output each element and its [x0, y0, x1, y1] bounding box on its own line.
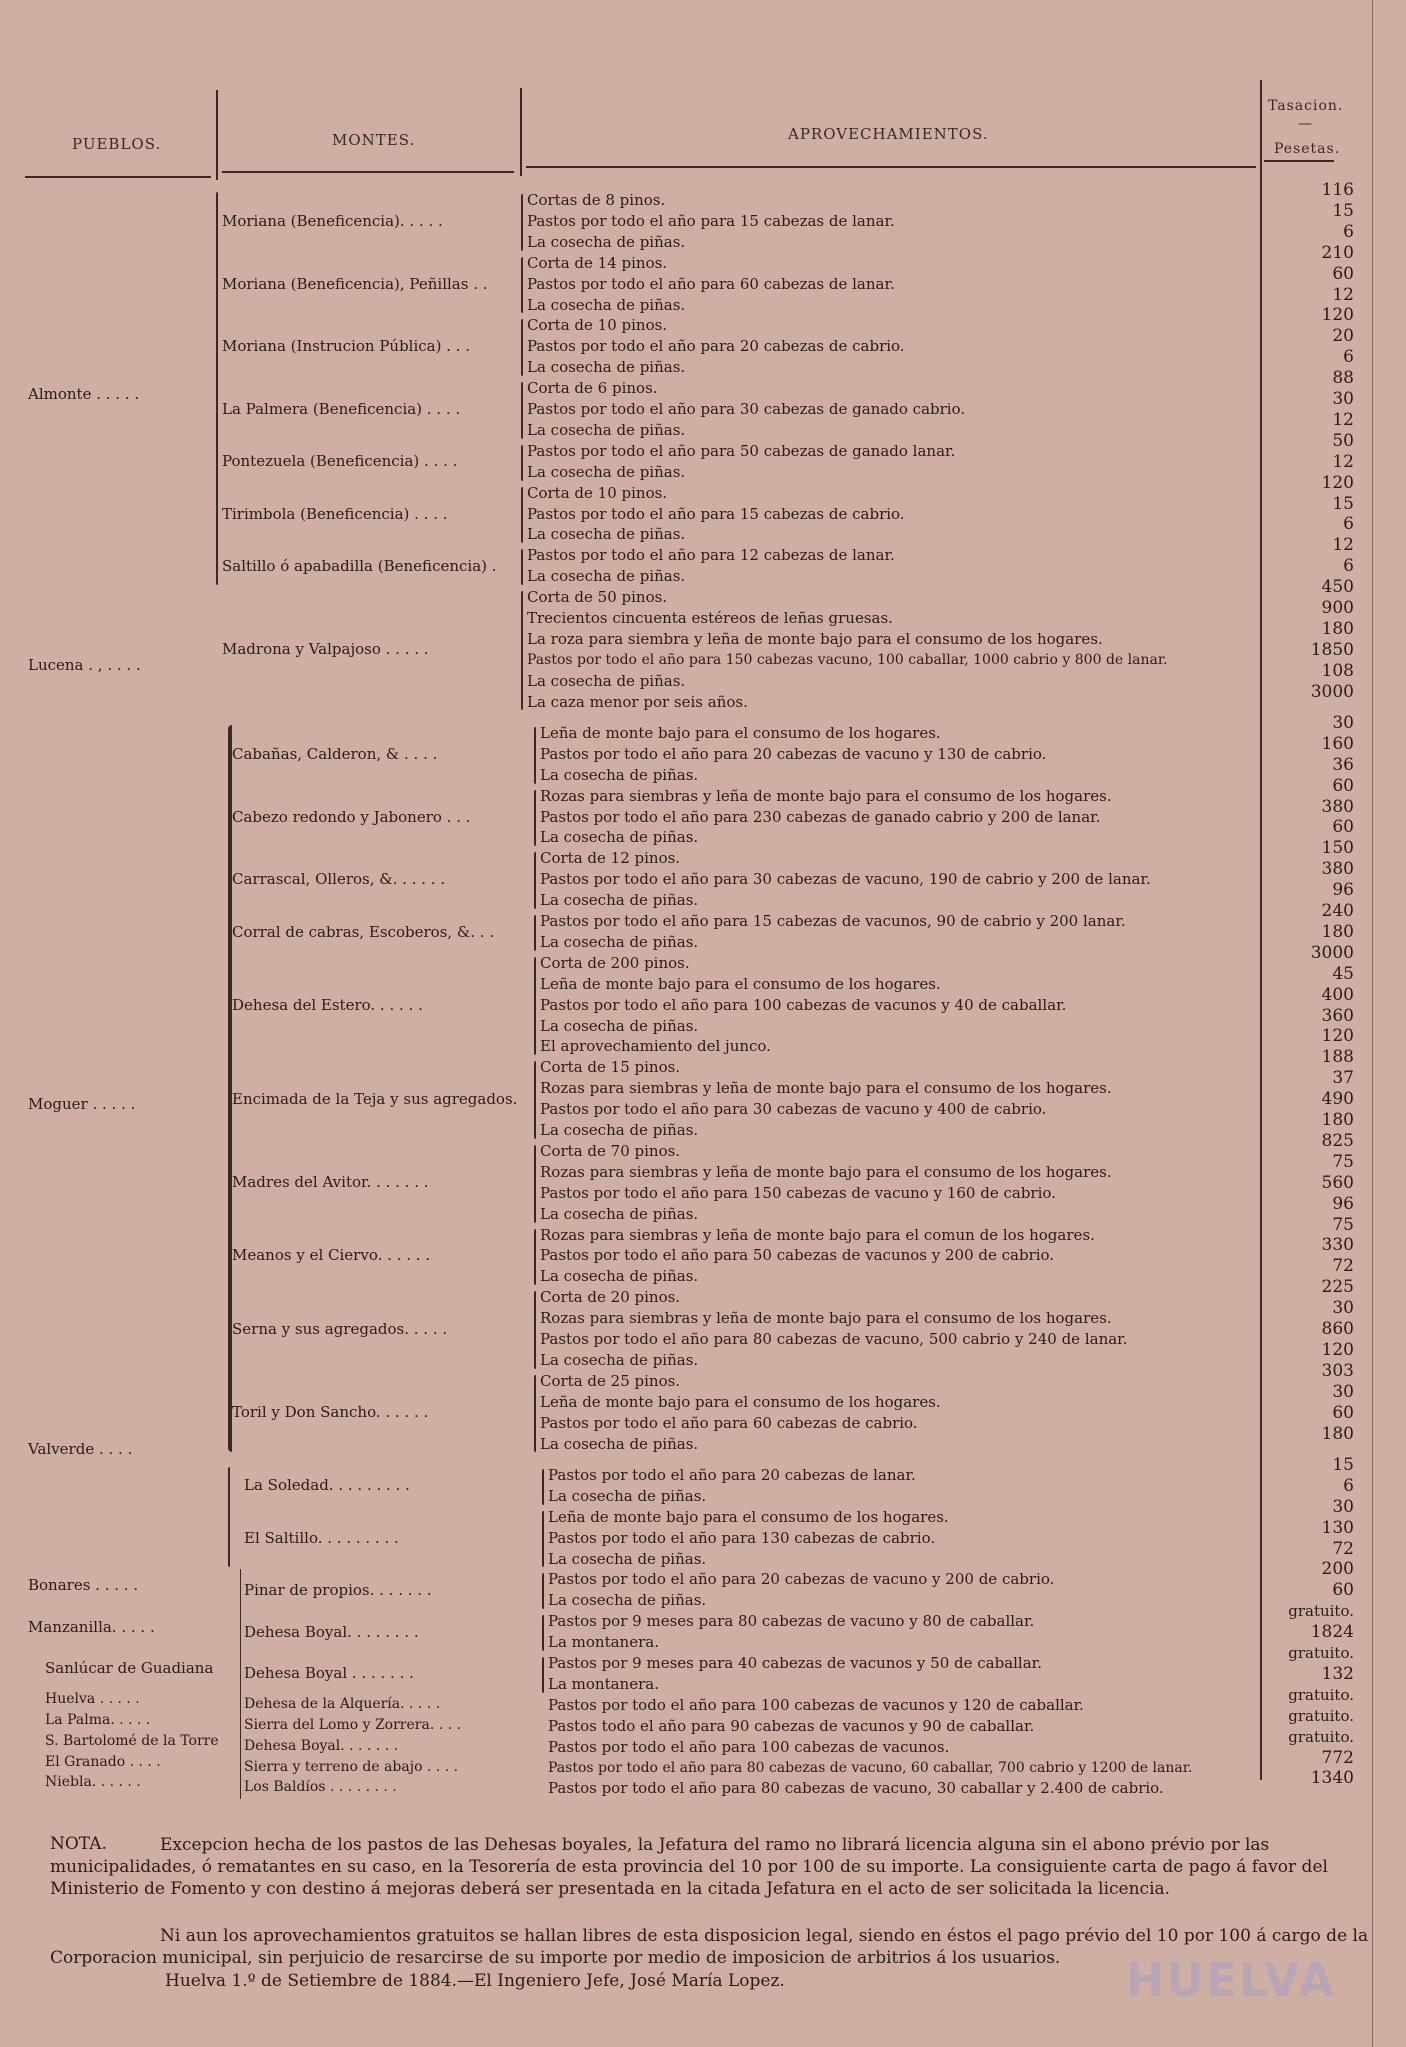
tasacion-value: 120 [1321, 472, 1354, 493]
tasacion-value: 6 [1343, 347, 1354, 368]
tasacion-value: 120 [1321, 305, 1354, 326]
aprovechamiento-line: Pastos por todo el año para 60 cabezas de lanar. [527, 274, 895, 293]
tasacion-value: 30 [1332, 1496, 1354, 1517]
lines-brace [542, 1469, 544, 1505]
aprovechamiento-line: Rozas para siembras y leña de monte bajo para el consumo de los hogares. [540, 786, 1112, 805]
tasacion-value: 30 [1332, 1381, 1354, 1402]
aprovechamiento-line: Corta de 200 pinos. [540, 953, 690, 972]
monte-name: Pontezuela (Beneficencia) . . . . [222, 452, 458, 471]
tasacion-value: 60 [1332, 775, 1354, 796]
pueblo-name: Manzanilla. . . . . [28, 1617, 155, 1636]
column-divider [1260, 80, 1262, 1780]
aprovechamiento-line: Pastos por todo el año para 100 cabezas de vacunos. [548, 1737, 950, 1756]
tasacion-value: 6 [1343, 1475, 1354, 1496]
tasacion-value: 20 [1332, 326, 1354, 347]
aprovechamiento-line: Pastos por todo el año para 30 cabezas de vacuno, 190 de cabrio y 200 de lanar. [540, 870, 1151, 889]
aprovechamiento-line: Leña de monte bajo para el consumo de los hogares. [540, 974, 941, 993]
monte-name: Carrascal, Olleros, &. . . . . . [232, 870, 446, 889]
aprovechamiento-line: Pastos por todo el año para 30 cabezas de vacuno y 400 de cabrio. [540, 1100, 1047, 1119]
pueblo-name: Huelva . . . . . [45, 1690, 140, 1707]
header-rule-montes [222, 171, 514, 173]
aprovechamiento-line: Trecientos cincuenta estéreos de leñas gruesas. [527, 609, 893, 627]
aprovechamiento-line: Cortas de 8 pinos. [527, 191, 666, 209]
tasacion-value: 30 [1332, 712, 1354, 733]
aprovechamiento-line: La montanera. [548, 1674, 659, 1693]
pueblo-brace [228, 1467, 230, 1568]
header-pueblos: PUEBLOS. [72, 135, 162, 153]
lines-brace [521, 194, 523, 251]
monte-name: Dehesa Boyal. . . . . . . . [244, 1622, 419, 1641]
tasacion-value: 72 [1332, 1256, 1354, 1277]
tasacion-value: gratuito. [1288, 1602, 1354, 1621]
monte-name: Madrona y Valpajoso . . . . . [222, 640, 429, 659]
aprovechamiento-line: Pastos por todo el año para 100 cabezas de vacunos y 40 de caballar. [540, 995, 1067, 1014]
aprovechamiento-line: La cosecha de piñas. [540, 1204, 699, 1223]
aprovechamiento-line: Pastos por todo el año para 50 cabezas de ganado lanar. [527, 441, 956, 460]
tasacion-value: 37 [1332, 1068, 1354, 1089]
monte-name: Cabañas, Calderon, & . . . . [232, 744, 438, 763]
monte-name: Cabezo redondo y Jabonero . . . [232, 807, 471, 826]
tasacion-value: 450 [1321, 577, 1354, 598]
tasacion-value: 400 [1321, 984, 1354, 1005]
tasacion-value: 772 [1321, 1747, 1354, 1768]
tasacion-value: 210 [1321, 242, 1354, 263]
header-rule-tasacion [1264, 160, 1334, 162]
aprovechamiento-line: Rozas para siembras y leña de monte bajo para el consumo de los hogares. [540, 1079, 1112, 1098]
lines-brace [534, 915, 536, 951]
aprovechamiento-line: Pastos por todo el año para 130 cabezas de cabrio. [548, 1528, 936, 1547]
monte-name: Corral de cabras, Escoberos, &. . . [232, 922, 495, 941]
aprovechamiento-line: Corta de 25 pinos. [540, 1371, 681, 1390]
tasacion-value: 108 [1321, 660, 1354, 681]
aprovechamiento-line: Pastos por todo el año para 15 cabezas de lanar. [527, 211, 895, 230]
aprovechamiento-line: Pastos por todo el año para 20 cabezas de cabrio. [527, 337, 905, 356]
aprovechamiento-line: La cosecha de piñas. [527, 358, 686, 377]
monte-name: Encimada de la Teja y sus agregados. [232, 1089, 518, 1108]
tasacion-value: 96 [1332, 880, 1354, 901]
aprovechamiento-line: Pastos por todo el año para 80 cabezas de vacuno, 30 caballar y 2.400 de cabrio. [548, 1779, 1164, 1798]
header-tasacion: Tasacion. [1268, 98, 1344, 114]
aprovechamiento-line: La cosecha de piñas. [527, 295, 686, 314]
monte-name: Sierra y terreno de abajo . . . . [244, 1758, 459, 1775]
aprovechamiento-line: Pastos por todo el año para 100 cabezas de vacunos y 120 de caballar. [548, 1695, 1084, 1714]
nota-paragraph-2: Ni aun los aprovechamientos gratuitos se hallan libres de esta disposicion legal, siendo en éstos el pago prévio del 10 por 100 á cargo de la Corporacion municipal, sin perjuicio de resarcirse de su importe por medio de imposicion de arbitrios á los usuarios. [50, 1926, 1369, 1968]
monte-name: Meanos y el Ciervo. . . . . . [232, 1246, 431, 1265]
pueblo-name: S. Bartolomé de la Torre [45, 1732, 219, 1749]
aprovechamiento-line: La roza para siembra y leña de monte bajo para el consumo de los hogares. [527, 629, 1103, 648]
aprovechamiento-line: Rozas para siembras y leña de monte bajo para el consumo de los hogares. [540, 1162, 1112, 1181]
tasacion-value: 160 [1321, 733, 1354, 754]
pueblo-name: Almonte . . . . . [28, 384, 140, 403]
tasacion-value: 825 [1321, 1130, 1354, 1151]
monte-name: Dehesa de la Alquería. . . . . [244, 1695, 441, 1712]
tasacion-value: 88 [1332, 368, 1354, 389]
monte-name: Los Baldíos . . . . . . . . [244, 1779, 397, 1796]
aprovechamiento-line: Pastos por todo el año para 150 cabezas de vacuno y 160 de cabrio. [540, 1183, 1056, 1202]
aprovechamiento-line: La cosecha de piñas. [540, 1267, 699, 1286]
aprovechamiento-line: Pastos por todo el año para 15 cabezas de vacunos, 90 de cabrio y 200 lanar. [540, 912, 1126, 931]
aprovechamiento-line: Corta de 50 pinos. [527, 588, 668, 607]
aprovechamiento-line: Corta de 15 pinos. [540, 1058, 681, 1077]
tasacion-value: 120 [1321, 1026, 1354, 1047]
lines-brace [521, 319, 523, 376]
tasacion-value: gratuito. [1288, 1706, 1354, 1725]
tasacion-value: 1850 [1310, 639, 1354, 660]
page-fold [1372, 0, 1373, 2047]
aprovechamiento-line: Pastos por todo el año para 20 cabezas de vacuno y 130 de cabrio. [540, 744, 1047, 763]
lines-brace [542, 1657, 544, 1693]
aprovechamiento-line: La cosecha de piñas. [540, 891, 699, 910]
tasacion-value: 60 [1332, 263, 1354, 284]
tasacion-value: gratuito. [1288, 1644, 1354, 1662]
tasacion-value: 130 [1321, 1517, 1354, 1538]
monte-name: Moriana (Instrucion Pública) . . . [222, 337, 471, 356]
tasacion-value: 12 [1332, 284, 1354, 305]
monte-name: El Saltillo. . . . . . . . . [244, 1528, 399, 1547]
signature-line: Huelva 1.º de Setiembre de 1884.—El Ingeniero Jefe, José María Lopez. [165, 1971, 785, 1991]
aprovechamiento-line: Pastos todo el año para 90 cabezas de vacunos y 90 de caballar. [548, 1716, 1035, 1735]
lines-brace [534, 1061, 536, 1139]
tasacion-value: 3000 [1310, 681, 1354, 702]
tasacion-value: 120 [1321, 1339, 1354, 1360]
lines-brace [534, 1291, 536, 1369]
tasacion-value: gratuito. [1288, 1727, 1354, 1746]
header-rule-aprov [526, 166, 1256, 168]
tasacion-value: 116 [1321, 180, 1354, 200]
column-divider [520, 88, 522, 176]
lines-brace [534, 1145, 536, 1223]
aprovechamiento-line: Pastos por todo el año para 20 cabezas de lanar. [548, 1465, 916, 1484]
tasacion-value: 180 [1321, 1423, 1354, 1444]
lines-brace [534, 852, 536, 909]
pueblo-name: Niebla. . . . . . [45, 1774, 141, 1791]
tasacion-value: 1824 [1310, 1622, 1354, 1643]
aprovechamiento-line: Corta de 14 pinos. [527, 253, 668, 272]
tasacion-value: 3000 [1310, 942, 1354, 963]
aprovechamiento-line: El aprovechamiento del junco. [540, 1037, 771, 1056]
lines-brace [542, 1573, 544, 1609]
lines-brace [521, 257, 523, 314]
tasacion-value: 380 [1321, 796, 1354, 817]
monte-name: Serna y sus agregados. . . . . [232, 1319, 448, 1338]
aprovechamiento-line: La cosecha de piñas. [540, 1350, 699, 1369]
tasacion-value: 60 [1332, 1580, 1354, 1601]
pueblo-name: Valverde . . . . [28, 1440, 133, 1458]
tasacion-value: 360 [1321, 1005, 1354, 1026]
aprovechamiento-line: La cosecha de piñas. [527, 567, 686, 586]
header-montes: MONTES. [332, 131, 416, 149]
nota-label: NOTA. [50, 1834, 107, 1854]
tasacion-value: 45 [1332, 963, 1354, 984]
aprovechamiento-line: La cosecha de piñas. [548, 1486, 707, 1505]
aprovechamiento-line: Corta de 20 pinos. [540, 1288, 681, 1307]
pueblo-name: Bonares . . . . . [28, 1575, 139, 1594]
tasacion-value: 50 [1332, 430, 1354, 451]
lines-brace [521, 487, 523, 544]
tasacion-value: 180 [1321, 921, 1354, 942]
column-divider [216, 90, 218, 180]
aprovechamiento-line: Pastos por todo el año para 30 cabezas de ganado cabrio. [527, 400, 966, 418]
lines-brace [534, 727, 536, 784]
tasacion-value: 225 [1321, 1277, 1354, 1298]
aprovechamiento-line: La cosecha de piñas. [540, 932, 699, 951]
aprovechamiento-line: Pastos por todo el año para 230 cabezas de ganado cabrio y 200 de lanar. [540, 807, 1101, 826]
tasacion-value: 15 [1332, 200, 1354, 221]
header-pesetas: Pesetas. [1274, 141, 1341, 157]
aprovechamiento-line: Pastos por todo el año para 20 cabezas de vacuno y 200 de cabrio. [548, 1570, 1055, 1589]
monte-name: Moriana (Beneficencia), Peñillas . . [222, 274, 488, 293]
monte-name: Tirimbola (Beneficencia) . . . . [222, 504, 448, 523]
aprovechamiento-line: Corta de 6 pinos. [527, 379, 658, 398]
aprovechamiento-line: La cosecha de piñas. [527, 232, 686, 251]
aprovechamiento-line: Rozas para siembras y leña de monte bajo para el comun de los hogares. [540, 1225, 1095, 1244]
aprovechamiento-line: La cosecha de piñas. [540, 1121, 699, 1140]
monte-name: Dehesa Boyal. . . . . . . [244, 1737, 399, 1754]
aprovechamiento-line: La cosecha de piñas. [527, 462, 686, 481]
tasacion-value: 15 [1332, 493, 1354, 514]
tasacion-value: 240 [1321, 901, 1354, 922]
lines-brace [534, 957, 536, 1056]
monte-name: Madres del Avitor. . . . . . . [232, 1173, 429, 1192]
header-aprovechamientos: APROVECHAMIENTOS. [788, 125, 989, 143]
tasacion-value: 330 [1321, 1235, 1354, 1256]
pueblo-brace [216, 192, 218, 585]
lines-brace [521, 445, 523, 481]
tasacion-value: 180 [1321, 618, 1354, 639]
tasacion-value: 6 [1343, 556, 1354, 577]
tasacion-value: 15 [1332, 1454, 1354, 1475]
nota-paragraph-1: Excepcion hecha de los pastos de las Dehesas boyales, la Jefatura del ramo no librará licencia alguna sin el abono prévio por las municipalidades, ó rematantes en su caso, en la Tesorería de esta provincia del 10 por 100 de su importe. La consiguiente carta de pago á favor del Ministerio de Fomento y con destino á mejoras deberá ser presentada en la citada Jefatura en el acto de ser solicitada la licencia. [50, 1835, 1328, 1899]
aprovechamiento-line: Corta de 12 pinos. [540, 849, 681, 868]
tasacion-value: 188 [1321, 1047, 1354, 1068]
tasacion-value: 180 [1321, 1110, 1354, 1131]
aprovechamiento-line: Pastos por 9 meses para 40 cabezas de vacunos y 50 de caballar. [548, 1654, 1042, 1672]
tasacion-value: 560 [1321, 1172, 1354, 1193]
aprovechamiento-line: La cosecha de piñas. [548, 1591, 707, 1610]
tasacion-value: 12 [1332, 409, 1354, 430]
tasacion-value: 860 [1321, 1319, 1354, 1340]
pueblo-name: La Palma. . . . . [45, 1711, 151, 1728]
aprovechamiento-line: Leña de monte bajo para el consumo de los hogares. [540, 1392, 941, 1411]
tasacion-value: 380 [1321, 859, 1354, 880]
lines-brace [534, 1375, 536, 1453]
lines-brace [521, 591, 523, 710]
aprovechamiento-line: Pastos por todo el año para 15 cabezas de cabrio. [527, 504, 905, 523]
lines-brace [542, 1615, 544, 1651]
aprovechamiento-line: Pastos por 9 meses para 80 cabezas de vacuno y 80 de caballar. [548, 1612, 1035, 1631]
tasacion-value: 96 [1332, 1193, 1354, 1214]
header-dash: — [1298, 116, 1313, 132]
monte-name: Dehesa Boyal . . . . . . . [244, 1664, 414, 1683]
monte-name: La Palmera (Beneficencia) . . . . [222, 400, 461, 418]
lines-brace [521, 549, 523, 585]
aprovechamiento-line: Corta de 10 pinos. [527, 316, 668, 335]
tasacion-value: 200 [1321, 1559, 1354, 1580]
aprovechamiento-line: Corta de 70 pinos. [540, 1141, 681, 1160]
lines-brace [534, 1229, 536, 1286]
tasacion-value: 60 [1332, 1402, 1354, 1423]
lines-brace [534, 790, 536, 847]
monte-name: La Soledad. . . . . . . . . [244, 1476, 410, 1495]
aprovechamiento-line: Pastos por todo el año para 60 cabezas de cabrio. [540, 1413, 918, 1432]
tasacion-value: 900 [1321, 598, 1354, 618]
monte-name: Saltillo ó apabadilla (Beneficencia) . [222, 556, 497, 575]
tasacion-value: 30 [1332, 389, 1354, 409]
header-rule-pueblos [25, 176, 211, 178]
aprovechamiento-line: Leña de monte bajo para el consumo de los hogares. [548, 1507, 949, 1526]
column-divider [240, 1569, 241, 1799]
aprovechamiento-line: La cosecha de piñas. [540, 765, 699, 784]
pueblo-name: Sanlúcar de Guadiana [45, 1659, 214, 1678]
aprovechamiento-line: La cosecha de piñas. [527, 420, 686, 439]
tasacion-value: 75 [1332, 1214, 1354, 1235]
tasacion-value: 72 [1332, 1538, 1354, 1559]
tasacion-value: 36 [1332, 754, 1354, 775]
lines-brace [542, 1511, 544, 1568]
pueblo-name: Lucena . , . . . . [28, 656, 141, 675]
pueblo-name: Moguer . . . . . [28, 1095, 136, 1114]
tasacion-value: 150 [1321, 838, 1354, 859]
tasacion-value: 6 [1343, 221, 1354, 242]
tasacion-value: 1340 [1310, 1768, 1354, 1789]
aprovechamiento-line: Pastos por todo el año para 12 cabezas de lanar. [527, 546, 895, 565]
aprovechamiento-line: La cosecha de piñas. [540, 1434, 699, 1453]
lines-brace [521, 382, 523, 439]
tasacion-value: 12 [1332, 451, 1354, 472]
tasacion-value: 303 [1321, 1360, 1354, 1381]
aprovechamiento-line: Pastos por todo el año para 150 cabezas vacuno, 100 caballar, 1000 cabrio y 800 de lanar. [527, 651, 1168, 668]
monte-name: Moriana (Beneficencia). . . . . [222, 211, 443, 230]
tasacion-value: 75 [1332, 1151, 1354, 1172]
pueblo-brace [228, 725, 232, 1453]
tasacion-value: 132 [1321, 1663, 1354, 1684]
tasacion-value: 30 [1332, 1298, 1354, 1319]
aprovechamiento-line: La cosecha de piñas. [527, 671, 686, 690]
tasacion-value: 12 [1332, 535, 1354, 556]
aprovechamiento-line: Pastos por todo el año para 80 cabezas de vacuno, 60 caballar, 700 cabrio y 1200 de lanar. [548, 1759, 1193, 1776]
tasacion-value: gratuito. [1288, 1685, 1354, 1704]
tasacion-value: 60 [1332, 817, 1354, 838]
monte-name: Dehesa del Estero. . . . . . [232, 995, 423, 1014]
aprovechamiento-line: La cosecha de piñas. [548, 1549, 707, 1568]
pueblo-name: El Granado . . . . [45, 1753, 161, 1770]
aprovechamiento-line: La montanera. [548, 1633, 659, 1652]
aprovechamiento-line: Pastos por todo el año para 50 cabezas de vacunos y 200 de cabrio. [540, 1246, 1055, 1265]
monte-name: Pinar de propios. . . . . . . [244, 1580, 432, 1599]
tasacion-value: 490 [1321, 1089, 1354, 1110]
aprovechamiento-line: La caza menor por seis años. [527, 692, 748, 711]
aprovechamiento-line: Leña de monte bajo para el consumo de los hogares. [540, 723, 941, 742]
aprovechamiento-line: La cosecha de piñas. [540, 828, 699, 847]
monte-name: Toril y Don Sancho. . . . . . [232, 1403, 429, 1422]
watermark-huelva: HUELVA [1125, 1953, 1336, 2007]
aprovechamiento-line: Corta de 10 pinos. [527, 483, 668, 502]
aprovechamiento-line: La cosecha de piñas. [527, 525, 686, 544]
aprovechamiento-line: Pastos por todo el año para 80 cabezas de vacuno, 500 cabrio y 240 de lanar. [540, 1330, 1128, 1349]
monte-name: Sierra del Lomo y Zorrera. . . . [244, 1716, 461, 1733]
tasacion-value: 6 [1343, 514, 1354, 535]
aprovechamiento-line: La cosecha de piñas. [540, 1016, 699, 1035]
aprovechamiento-line: Rozas para siembras y leña de monte bajo para el consumo de los hogares. [540, 1309, 1112, 1328]
